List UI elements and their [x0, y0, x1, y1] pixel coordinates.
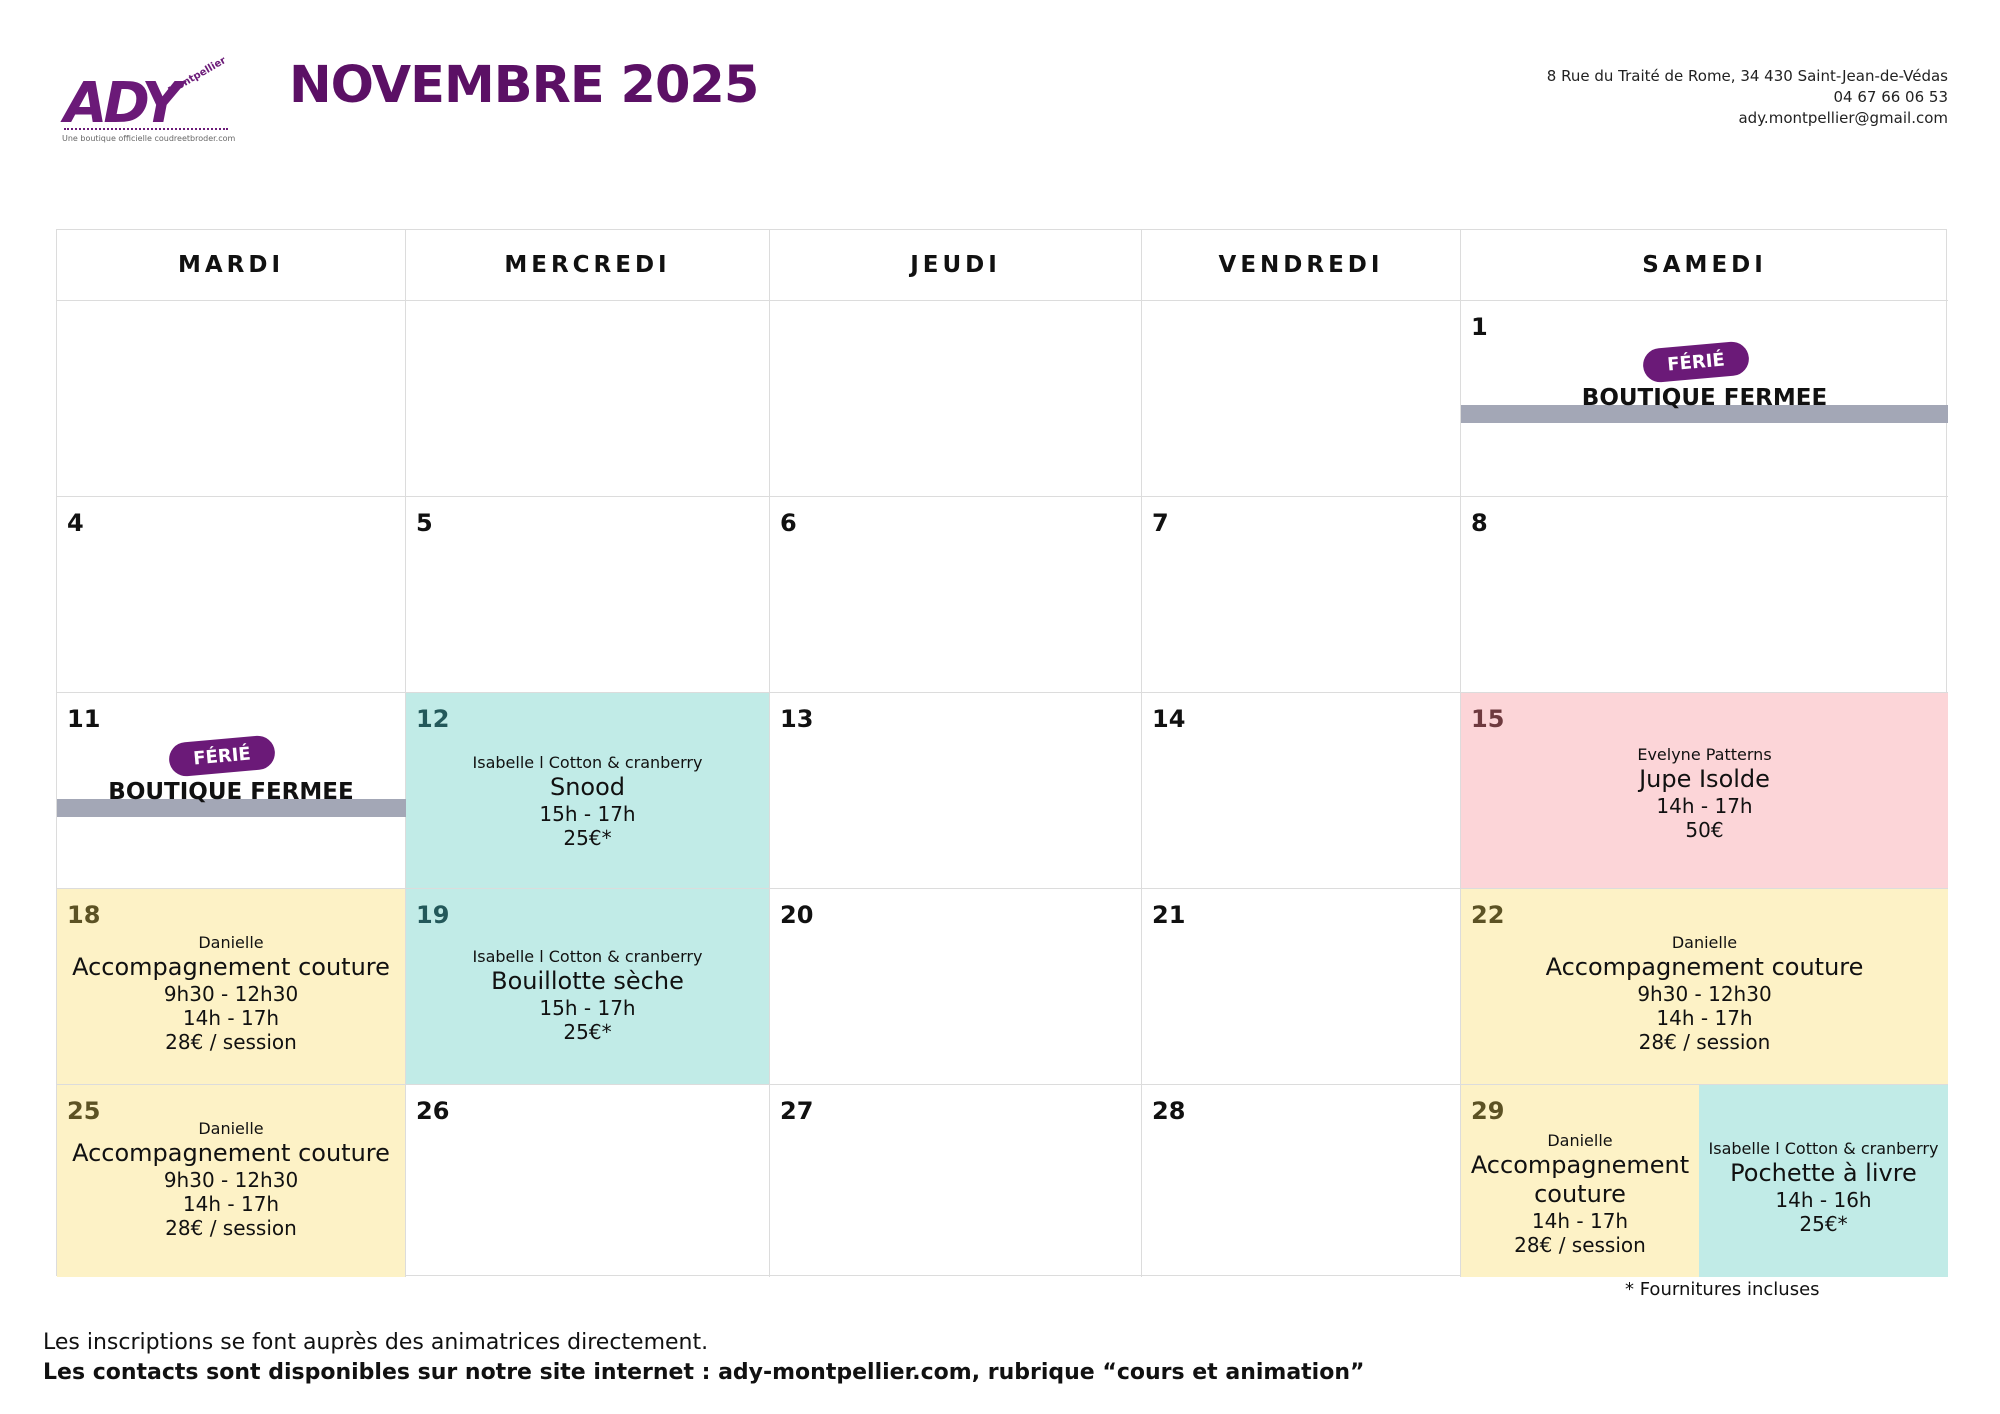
event-time: 15h - 17h — [539, 802, 636, 826]
calendar-cell-day-13 — [770, 693, 1142, 889]
day-number: 6 — [780, 509, 797, 537]
event-title: Accompagnement couture — [72, 953, 390, 981]
calendar-cell-day-11 — [57, 693, 406, 889]
calendar-cell-day-22 — [1461, 889, 1948, 1085]
event-accompagnement-couture — [1461, 933, 1948, 1054]
event-slot-right — [1699, 1085, 1948, 1277]
logo-tagline: Une boutique officielle coudreetbroder.com — [62, 134, 236, 143]
contact-phone: 04 67 66 06 53 — [1833, 88, 1948, 106]
event-time: 14h - 17h — [1656, 794, 1753, 818]
event-animator: Danielle — [1671, 933, 1738, 952]
event-bouillotte-seche — [406, 947, 769, 1044]
event-time: 14h - 17h — [1531, 1209, 1629, 1233]
contact-email: ady.montpellier@gmail.com — [1738, 109, 1948, 127]
calendar-cell-day-1 — [1461, 301, 1948, 497]
calendar-cell-day-5 — [406, 497, 770, 693]
day-number: 1 — [1471, 313, 1488, 341]
event-time: 15h - 17h — [539, 996, 636, 1020]
event-price: 25€* — [563, 826, 612, 850]
contact-block — [1547, 66, 1948, 129]
calendar-cell-day-20 — [770, 889, 1142, 1085]
day-number: 29 — [1471, 1097, 1505, 1125]
day-number: 18 — [67, 901, 101, 929]
calendar-cell-day-25 — [57, 1085, 406, 1277]
event-title: Pochette à livre — [1730, 1159, 1917, 1187]
event-price: 25€* — [1799, 1212, 1848, 1236]
event-title: Jupe Isolde — [1639, 765, 1770, 793]
day-number: 5 — [416, 509, 433, 537]
calendar-grid — [56, 229, 1947, 1276]
day-number: 28 — [1152, 1097, 1186, 1125]
event-animator: Danielle — [1547, 1131, 1613, 1150]
calendar-cell-day-26 — [406, 1085, 770, 1277]
logo-word: ADY — [64, 71, 179, 136]
day-number: 4 — [67, 509, 84, 537]
calendar-cell-day-21 — [1142, 889, 1461, 1085]
event-accompagnement-couture — [57, 1119, 405, 1240]
day-number: 27 — [780, 1097, 814, 1125]
day-number: 26 — [416, 1097, 450, 1125]
calendar-cell-day-8 — [1461, 497, 1948, 693]
day-header-vendredi: VENDREDI — [1142, 230, 1461, 301]
contact-address: 8 Rue du Traité de Rome, 34 430 Saint-Jean-de-Védas — [1546, 67, 1948, 85]
day-header-jeudi: JEUDI — [770, 230, 1142, 301]
calendar-cell-empty — [770, 301, 1142, 497]
event-price: 28€ / session — [165, 1030, 297, 1054]
calendar-cell-day-27 — [770, 1085, 1142, 1277]
calendar-cell-day-15 — [1461, 693, 1948, 889]
ferie-badge: FÉRIÉ — [1642, 340, 1751, 383]
event-title-line2: couture — [1534, 1180, 1626, 1208]
calendar-cell-day-7 — [1142, 497, 1461, 693]
event-slot-left — [1461, 1085, 1699, 1277]
day-number: 25 — [67, 1097, 101, 1125]
event-time-morning: 9h30 - 12h30 — [1637, 982, 1772, 1006]
event-time-afternoon: 14h - 17h — [1656, 1006, 1753, 1030]
event-price: 50€ — [1685, 818, 1724, 842]
calendar-cell-empty — [57, 301, 406, 497]
day-header-samedi: SAMEDI — [1461, 230, 1948, 301]
day-number: 20 — [780, 901, 814, 929]
event-accompagnement-couture — [1461, 1131, 1699, 1257]
footnote: * Fournitures incluses — [1625, 1279, 1820, 1300]
calendar-cell-day-6 — [770, 497, 1142, 693]
event-time-afternoon: 14h - 17h — [182, 1192, 280, 1216]
event-title: Accompagnement couture — [1545, 953, 1864, 981]
event-animator: Evelyne Patterns — [1637, 745, 1772, 764]
event-title: Bouillotte sèche — [491, 967, 684, 995]
calendar-cell-empty — [1142, 301, 1461, 497]
event-time-morning: 9h30 - 12h30 — [163, 982, 299, 1006]
day-number: 8 — [1471, 509, 1488, 537]
event-price: 25€* — [563, 1020, 612, 1044]
calendar-cell-day-14 — [1142, 693, 1461, 889]
event-animator: Danielle — [198, 1119, 264, 1138]
event-time-morning: 9h30 - 12h30 — [163, 1168, 299, 1192]
calendar-cell-day-18 — [57, 889, 406, 1085]
ferie-badge: FÉRIÉ — [168, 734, 277, 777]
ady-logo — [60, 55, 236, 144]
event-accompagnement-couture — [57, 933, 405, 1054]
day-number: 14 — [1152, 705, 1186, 733]
calendar-cell-day-12 — [406, 693, 770, 889]
event-title: Accompagnement couture — [72, 1139, 390, 1167]
day-header-mardi: MARDI — [57, 230, 406, 301]
calendar-cell-day-29 — [1461, 1085, 1948, 1277]
calendar-cell-day-28 — [1142, 1085, 1461, 1277]
logo-city: Montpellier — [166, 55, 229, 97]
day-number: 12 — [416, 705, 450, 733]
day-header-mercredi: MERCREDI — [406, 230, 770, 301]
event-title: Snood — [549, 773, 626, 801]
day-number: 7 — [1152, 509, 1169, 537]
footer-registration-note: Les inscriptions se font auprès des animatrices directement. — [43, 1330, 709, 1355]
day-number: 15 — [1471, 705, 1505, 733]
closed-label: BOUTIQUE FERMEE — [1581, 385, 1828, 411]
event-price: 28€ / session — [1638, 1030, 1771, 1054]
footer-contacts-note: Les contacts sont disponibles sur notre site internet : ady-montpellier.com, rubrique “cours et animation” — [43, 1360, 1365, 1385]
day-number: 19 — [416, 901, 450, 929]
event-animator: Isabelle l Cotton & cranberry — [472, 753, 703, 772]
day-number: 22 — [1471, 901, 1505, 929]
event-jupe-isolde — [1461, 745, 1948, 842]
logo-dotted-line — [64, 128, 228, 130]
calendar-cell-empty — [406, 301, 770, 497]
event-time: 14h - 16h — [1775, 1188, 1872, 1212]
event-snood — [406, 753, 769, 850]
calendar-cell-day-4 — [57, 497, 406, 693]
event-price: 28€ / session — [165, 1216, 297, 1240]
event-price: 28€ / session — [1514, 1233, 1646, 1257]
event-pochette-a-livre — [1699, 1139, 1948, 1236]
event-title-line1: Accompagnement — [1470, 1151, 1690, 1179]
event-animator: Isabelle l Cotton & cranberry — [472, 947, 703, 966]
day-number: 11 — [67, 705, 101, 733]
event-animator: Isabelle l Cotton & cranberry — [1708, 1139, 1939, 1158]
closed-label: BOUTIQUE FERMEE — [108, 779, 354, 805]
day-number: 21 — [1152, 901, 1186, 929]
event-animator: Danielle — [198, 933, 264, 952]
day-number: 13 — [780, 705, 814, 733]
calendar-cell-day-19 — [406, 889, 770, 1085]
page-title: NOVEMBRE 2025 — [289, 56, 759, 115]
event-time-afternoon: 14h - 17h — [182, 1006, 280, 1030]
